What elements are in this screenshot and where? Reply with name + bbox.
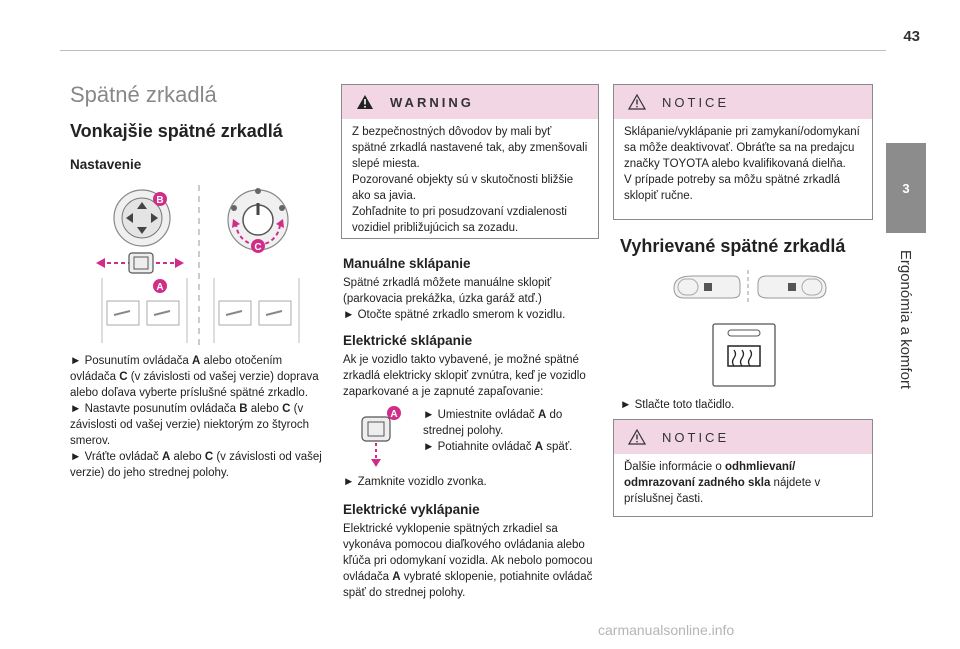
instruction-adjust-mirror: ► Nastavte posunutím ovládača B alebo C (v závislosti od vašej verzie) niektorým zo štyroch smerov. bbox=[70, 403, 310, 447]
notice-folding-text: Sklápanie/vyklápanie pri zamykaní/odomykaní sa môže deaktivovať. Obráťte sa na predajcu značky TOYOTA alebo kvalifikovaná dielňa. V prípade potreby sa môžu spätné zrkadlá sklopiť ručne. bbox=[624, 126, 860, 202]
notice-header bbox=[614, 85, 872, 119]
notice-title: NOTICE bbox=[662, 429, 730, 445]
warning-box bbox=[341, 84, 599, 239]
label-a: A bbox=[390, 409, 398, 420]
electric-folding-heading: Elektrické sklápanie bbox=[343, 333, 473, 348]
section-title: Spätné zrkadlá bbox=[70, 82, 217, 107]
label-c: C bbox=[254, 242, 262, 253]
rear-defrost-button-icon bbox=[713, 324, 775, 386]
manual-folding-heading: Manuálne sklápanie bbox=[343, 256, 471, 271]
press-button-text: ► Stlačte toto tlačidlo. bbox=[620, 399, 735, 411]
label-b: B bbox=[156, 195, 164, 206]
footer-watermark: carmanualsonline.info bbox=[598, 622, 735, 638]
step-center-control: ► Umiestnite ovládač A do strednej polohy. bbox=[423, 409, 563, 437]
electric-folding-steps bbox=[423, 407, 601, 455]
page-number: 43 bbox=[903, 28, 920, 45]
electric-folding-text: Ak je vozidlo takto vybavené, je možné spätné zrkadlá elektricky sklopiť zvnútra, keď je vozidlo zaparkované a je zapnuté zapaľovanie: bbox=[343, 354, 586, 398]
instruction-return-control: ► Vráťte ovládač A alebo C (v závislosti od vašej verzie) do jeho strednej polohy. bbox=[70, 451, 322, 479]
notice-box-defrost bbox=[613, 419, 873, 517]
warning-header bbox=[342, 85, 598, 119]
notice-triangle-icon bbox=[628, 94, 646, 110]
notice-header bbox=[614, 420, 872, 454]
exterior-mirrors-heading: Vonkajšie spätné zrkadlá bbox=[70, 121, 283, 141]
notice-box-folding bbox=[613, 84, 873, 220]
chapter-tab[interactable]: 3 bbox=[886, 143, 926, 233]
adjustment-heading: Nastavenie bbox=[70, 157, 142, 172]
chapter-side-label bbox=[888, 236, 924, 411]
label-a: A bbox=[156, 282, 164, 293]
warning-text: Z bezpečnostných dôvodov by mali byť spätné zrkadlá nastavené tak, aby zmenšovali slepé miesta. Pozorované objekty sú v skutočnosti bližšie ako sa javia. Zohľadnite to pri posudzovaní vzdialenosti vozidiel približujúcich sa zozadu. bbox=[352, 126, 588, 234]
warning-title: WARNING bbox=[390, 94, 474, 110]
electric-unfolding-heading: Elektrické vyklápanie bbox=[343, 502, 480, 517]
step-pull-control: ► Potiahnite ovládač A späť. bbox=[423, 441, 573, 453]
heated-mirror-illustration bbox=[670, 266, 830, 391]
electric-unfolding-text: Elektrické vyklopenie spätných zrkadiel sa vykonáva pomocou diaľkového ovládania alebo kľúča pri odomykaní vozidla. Ak nebolo pomocou ovládača A vybraté sklopenie, potiahnite ovládač späť do strednej polohy. bbox=[343, 523, 593, 599]
notice-triangle-icon bbox=[628, 429, 646, 445]
adjustment-instructions bbox=[70, 353, 325, 481]
notice-defrost-text: Ďalšie informácie o odhmlievaní/ odmrazovaní zadného skla nájdete v príslušnej časti. bbox=[624, 461, 821, 505]
notice-title: NOTICE bbox=[662, 94, 730, 110]
fold-switch-illustration bbox=[358, 405, 403, 470]
warning-triangle-icon bbox=[356, 94, 374, 110]
lock-vehicle-text: ► Zamknite vozidlo zvonka. bbox=[343, 476, 487, 488]
header-divider bbox=[60, 50, 886, 51]
instruction-select-mirror: ► Posunutím ovládača A alebo otočením ovládača C (v závislosti od vašej verzie) doprava alebo doľava vyberte príslušné spätné zrkadlo. bbox=[70, 355, 319, 399]
manual-folding-text: Spätné zrkadlá môžete manuálne sklopiť (parkovacia prekážka, úzka garáž atď.) ► Otočte spätné zrkadlo smerom k vozidlu. bbox=[343, 277, 566, 321]
chapter-title: Ergonómia a komfort bbox=[897, 249, 914, 390]
mirror-controls-illustration bbox=[92, 183, 307, 348]
heated-mirrors-heading: Vyhrievané spätné zrkadlá bbox=[620, 236, 846, 256]
